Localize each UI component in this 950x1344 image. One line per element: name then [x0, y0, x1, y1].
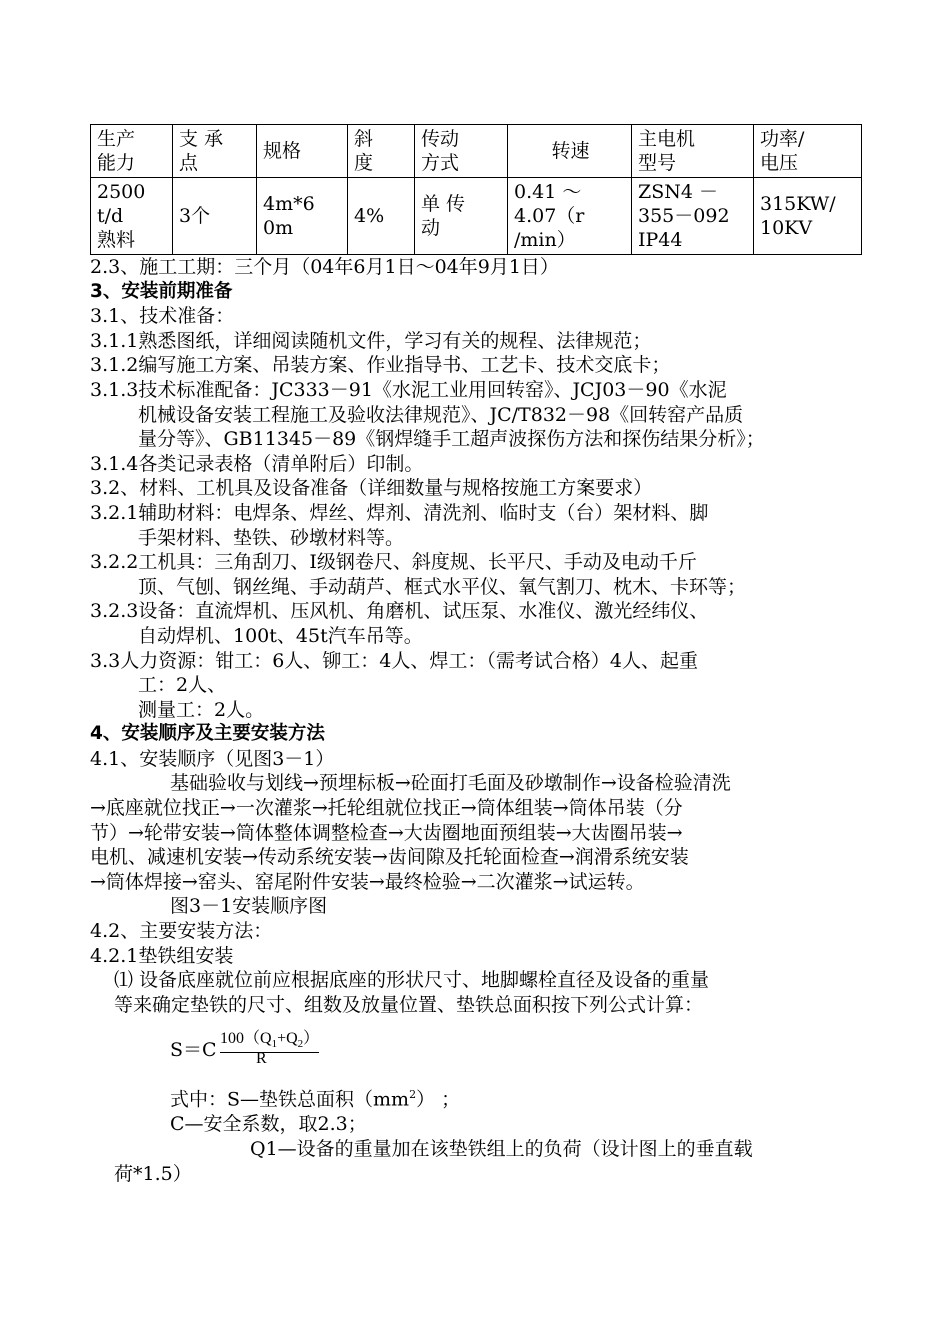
header-cell: 转速 — [508, 125, 632, 178]
list-item: 3.1.3技术标准配备：JC333－91《水泥工业用回转窑》、JCJ03－90《水泥 — [90, 378, 727, 401]
formula-legend: Q1—设备的重量加在该垫铁组上的负荷（设计图上的垂直载 — [250, 1137, 753, 1160]
table-header-row — [91, 125, 862, 178]
list-item-cont: 工：2人、 — [138, 674, 227, 697]
legend-text: ） ； — [416, 1088, 461, 1111]
formula-numerator — [220, 1025, 319, 1052]
table-cell: 0.41 ～ 4.07（r /min） — [508, 178, 632, 255]
table-cell: 315KW/ 10KV — [754, 178, 862, 255]
numerator-part: 100（Q — [220, 1030, 272, 1048]
area-formula — [90, 1025, 850, 1083]
header-cell: 生产 能力 — [91, 125, 173, 178]
list-item: 3.1.1熟悉图纸，详细阅读随机文件，学习有关的规程、法律规范； — [90, 329, 652, 352]
paragraph-line: →筒体焊接→窑头、窑尾附件安装→最终检验→二次灌浆→试运转。 — [90, 870, 645, 893]
paragraph-line: ⑴ 设备底座就位前应根据底座的形状尺寸、地脚螺栓直径及设备的重量 — [114, 969, 710, 992]
list-item: 3.2.1辅助材料：电焊条、焊丝、焊剂、清洗剂、临时支（台）架材料、脚 — [90, 501, 709, 524]
formula-legend: C—安全系数，取2.3； — [170, 1113, 367, 1136]
numerator-part: +Q — [277, 1030, 298, 1048]
table-cell: 4% — [348, 178, 415, 255]
table-cell: ZSN4 － 355－092 IP44 — [632, 178, 754, 255]
list-item-cont: 手架材料、垫铁、砂墩材料等。 — [138, 526, 405, 549]
table-cell: 4m*6 0m — [257, 178, 348, 255]
subsection-heading: 4.2、主要安装方法： — [90, 920, 273, 943]
schedule-line: 2.3、施工工期：三个月（04年6月1日～04年9月1日） — [90, 256, 559, 278]
table-cell: 3个 — [173, 178, 257, 255]
list-item: 3.1.4各类记录表格（清单附后）印制。 — [90, 452, 424, 475]
list-item-cont: 机械设备安装工程施工及验收法律规范》、JC/T832－98《回转窑产品质 — [138, 403, 744, 426]
list-item-cont: 测量工：2人。 — [138, 698, 265, 721]
subsection-heading: 4.1、安装顺序（见图3－1） — [90, 747, 335, 770]
body-text — [90, 255, 850, 1186]
subscript: 1 — [271, 1038, 278, 1051]
numerator-part: ） — [303, 1030, 320, 1048]
table-cell: 2500 t/d 熟料 — [91, 178, 173, 255]
formula-legend: 荷*1.5） — [114, 1162, 192, 1185]
paragraph-line: 基础验收与划线→预埋标板→砼面打毛面及砂墩制作→设备检验清洗 — [170, 772, 731, 795]
formula-lhs: S＝C — [170, 1039, 217, 1062]
section-heading: 3、安装前期准备 — [90, 280, 233, 302]
legend-text: 式中：S—垫铁总面积（mm — [170, 1088, 410, 1111]
paragraph-line: →底座就位找正→一次灌浆→托轮组就位找正→筒体组装→筒体吊装（分 — [90, 797, 683, 820]
list-item: 3.2.2工机具：三角刮刀、Ⅰ级钢卷尺、斜度规、长平尺、手动及电动千斤 — [90, 551, 697, 574]
subsection-heading: 4.2.1垫铁组安装 — [90, 944, 234, 967]
section-heading: 4、安装顺序及主要安装方法 — [90, 723, 325, 745]
list-item: 3.2.3设备：直流焊机、压风机、角磨机、试压泵、水准仪、激光经纬仪、 — [90, 600, 709, 623]
subsection-heading: 3.1、技术准备： — [90, 305, 235, 328]
header-cell: 主电机 型号 — [632, 125, 754, 178]
paragraph-line: 电机、减速机安装→传动系统安装→齿间隙及托轮面检查→润滑系统安装 — [90, 846, 689, 869]
header-cell: 支 承 点 — [173, 125, 257, 178]
list-item: 3.1.2编写施工方案、吊装方案、作业指导书、工艺卡、技术交底卡； — [90, 354, 671, 377]
superscript: 2 — [409, 1088, 417, 1102]
subsection-heading: 3.2、材料、工机具及设备准备（详细数量与规格按施工方案要求） — [90, 477, 653, 500]
list-item: 3.3人力资源：钳工：6人、铆工：4人、焊工：（需考试合格）4人、起重 — [90, 649, 698, 672]
document-page — [90, 124, 850, 1186]
header-cell: 规格 — [257, 125, 348, 178]
table-cell: 单 传 动 — [415, 178, 508, 255]
subscript: 2 — [297, 1038, 304, 1051]
formula-denominator: R — [256, 1050, 267, 1068]
list-item-cont: 量分等》、GB11345－89《钢焊缝手工超声波探伤方法和探伤结果分析》； — [138, 428, 765, 451]
figure-caption: 图3－1安装顺序图 — [170, 895, 328, 918]
header-cell: 功率/ 电压 — [754, 125, 862, 178]
kiln-spec-table — [90, 124, 862, 255]
paragraph-line: 节）→轮带安装→筒体整体调整检查→大齿圈地面预组装→大齿圈吊装→ — [90, 821, 683, 844]
header-cell: 斜 度 — [348, 125, 415, 178]
list-item-cont: 顶、气刨、钢丝绳、手动葫芦、框式水平仪、氧气割刀、枕木、卡环等； — [138, 575, 747, 598]
header-cell: 传动 方式 — [415, 125, 508, 178]
paragraph-line: 等来确定垫铁的尺寸、组数及放量位置、垫铁总面积按下列公式计算： — [114, 993, 704, 1016]
table-row — [91, 178, 862, 255]
list-item-cont: 自动焊机、100t、45t汽车吊等。 — [138, 624, 423, 647]
formula-legend — [90, 1083, 850, 1112]
